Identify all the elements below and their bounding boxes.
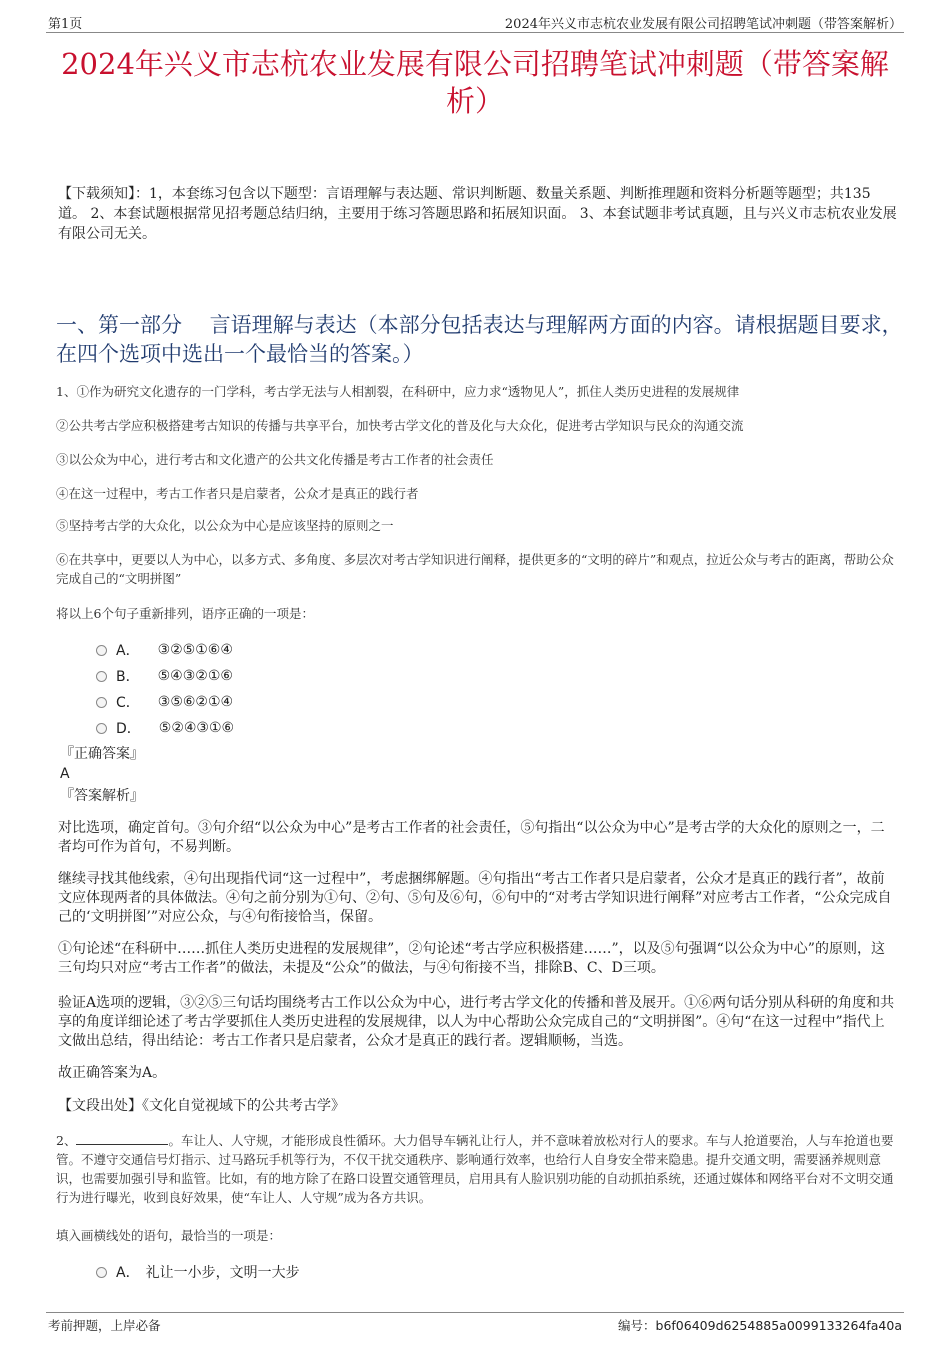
page-title: 2024年兴义市志杭农业发展有限公司招聘笔试冲刺题（带答案解析） [61, 47, 889, 118]
q2-option-a[interactable] [96, 1262, 300, 1282]
header-doc-title: 2024年兴义市志杭农业发展有限公司招聘笔试冲刺题（带答案解析） [504, 17, 902, 32]
analysis-paragraph-3: ①句论述“在科研中……抓住人类历史进程的发展规律”，②句论述“考古学应积极搭建……”，以及⑤句强调“以公众为中心”的原则，这三句均只对应“考古工作者”的做法，未提及“公众”的做法，与④句衔接不当，排除B、C、D三项。 [58, 941, 885, 976]
option-text: ③⑤⑥②①④ [157, 694, 234, 710]
analysis-conclusion: 故正确答案为A。 [58, 1065, 167, 1081]
q2-number: 2、 [56, 1133, 77, 1148]
q1-prompt: 将以上6个句子重新排列，语序正确的一项是： [56, 606, 314, 621]
answer-value: A [60, 766, 70, 782]
analysis-paragraph-1: 对比选项，确定首句。③句介绍“以公众为中心”是考古工作者的社会责任，⑤句指出“以公众为中心”是考古学的大众化的原则之一，二者均可作为首句，不易判断。 [58, 820, 885, 855]
footer-code [618, 1316, 902, 1334]
analysis-paragraph-2: 继续寻找其他线索，④句出现指代词“这一过程中”，考虑捆绑解题。④句指出“考古工作者只是启蒙者，公众才是真正的践行者”，故前文应体现两者的具体做法。④句之前分别为①句、②句、⑤句及⑥句，⑥句中的“对考古学知识进行阐释”对应考古工作者，“公众完成自己的‘文明拼图’”对应公众，与④句衔接恰当，保留。 [58, 871, 892, 925]
source-citation: 【文段出处】《文化自觉视域下的公共考古学》 [58, 1098, 345, 1114]
radio-icon[interactable] [96, 723, 107, 734]
q1-sentence-6: ⑥在共享中，更要以人为中心，以多方式、多角度、多层次对考古学知识进行阐释，提供更多的“文明的碎片”和观点，拉近公众与考古的距离，帮助公众完成自己的“文明拼图” [56, 552, 894, 586]
option-letter: D． [116, 721, 141, 737]
radio-icon[interactable] [96, 1267, 107, 1278]
fill-blank [76, 1132, 168, 1145]
option-letter: B． [116, 669, 140, 685]
option-letter: C． [116, 695, 140, 711]
option-text: ⑤②④③①⑥ [158, 720, 235, 736]
section-title: 一、第一部分 言语理解与表达（本部分包括表达与理解两方面的内容。请根据题目要求，在四个选项中选出一个最恰当的答案。） [56, 313, 903, 366]
q1-sentence-3: ③以公众为中心，进行考古和文化遗产的公共文化传播是考古工作者的社会责任 [56, 452, 494, 467]
radio-icon[interactable] [96, 671, 107, 682]
option-text: 礼让一小步，文明一大步 [145, 1265, 300, 1281]
q1-option-c[interactable] [96, 692, 233, 712]
analysis-paragraph-4: 验证A选项的逻辑，③②⑤三句话均围绕考古工作以公众为中心，进行考古学文化的传播和普及展开。①⑥两句话分别从科研的角度和共享的角度详细论述了考古学要抓住人类历史进程的发展规律，以人为中心帮助公众完成自己的“文明拼图”。④句“在这一过程中”指代上文做出总结，得出结论：考古工作者只是启蒙者，公众才是真正的践行者。逻辑顺畅，当选。 [58, 995, 895, 1049]
option-letter: A． [116, 1265, 140, 1281]
q1-sentence-2: ②公共考古学应积极搭建考古知识的传播与共享平台，加快考古学文化的普及化与大众化，促进考古学知识与民众的沟通交流 [56, 418, 744, 433]
q1-sentence-4: ④在这一过程中，考古工作者只是启蒙者，公众才是真正的践行者 [56, 486, 419, 501]
footer-code-value: b6f06409d6254885a0099133264fa40a [655, 1318, 902, 1333]
q2-text: 。车让人、人守规，才能形成良性循环。大力倡导车辆礼让行人，并不意味着放松对行人的要求。车与人抢道要治，人与车抢道也要管。不遵守交通信号灯指示、过马路玩手机等行为，不仅干扰交通秩序、影响通行效率，也给行人自身安全带来隐患。提升交通文明，需要涵养规则意识，也需要加强引导和监管。比如，有的地方除了在路口设置交通管理员，启用具有人脸识别功能的自动抓拍系统，还通过媒体和网络平台对不文明交通行为进行曝光，收到良好效果，使“车让人、人守规”成为各方共识。 [56, 1133, 894, 1205]
q1-sentence-1: 1、①作为研究文化遗存的一门学科，考古学无法与人相割裂，在科研中，应力求“透物见人”，抓住人类历史进程的发展规律 [56, 384, 740, 399]
header-page-label: 第1页 [48, 17, 83, 32]
q1-sentence-5: ⑤坚持考古学的大众化，以公众为中心是应该坚持的原则之一 [56, 518, 394, 533]
download-notice: 【下载须知】：1，本套练习包含以下题型：言语理解与表达题、常识判断题、数量关系题、判断推理题和资料分析题等题型；共135道。 2、本套试题根据常见招考题总结归纳，主要用于练习答题思路和拓展知识面。 3、本套试题非考试真题，且与兴义市志杭农业发展有限公司无关。 [58, 186, 897, 242]
q1-option-a[interactable] [96, 640, 233, 660]
option-text: ⑤④③②①⑥ [157, 668, 233, 684]
footer-code-label: 编号： [618, 1318, 656, 1333]
radio-icon[interactable] [96, 645, 107, 656]
q2-prompt: 填入画横线处的语句，最恰当的一项是： [56, 1228, 282, 1243]
q1-option-d[interactable] [96, 718, 234, 738]
answer-label: 『正确答案』 [60, 746, 144, 762]
analysis-label: 『答案解析』 [60, 788, 144, 804]
radio-icon[interactable] [96, 697, 107, 708]
header-divider [46, 32, 904, 33]
option-text: ③②⑤①⑥④ [157, 642, 233, 658]
option-letter: A． [116, 643, 140, 659]
footer-slogan: 考前押题，上岸必备 [48, 1318, 161, 1333]
footer-divider [46, 1312, 904, 1313]
q1-option-b[interactable] [96, 666, 233, 686]
q2-stem [56, 1131, 901, 1207]
